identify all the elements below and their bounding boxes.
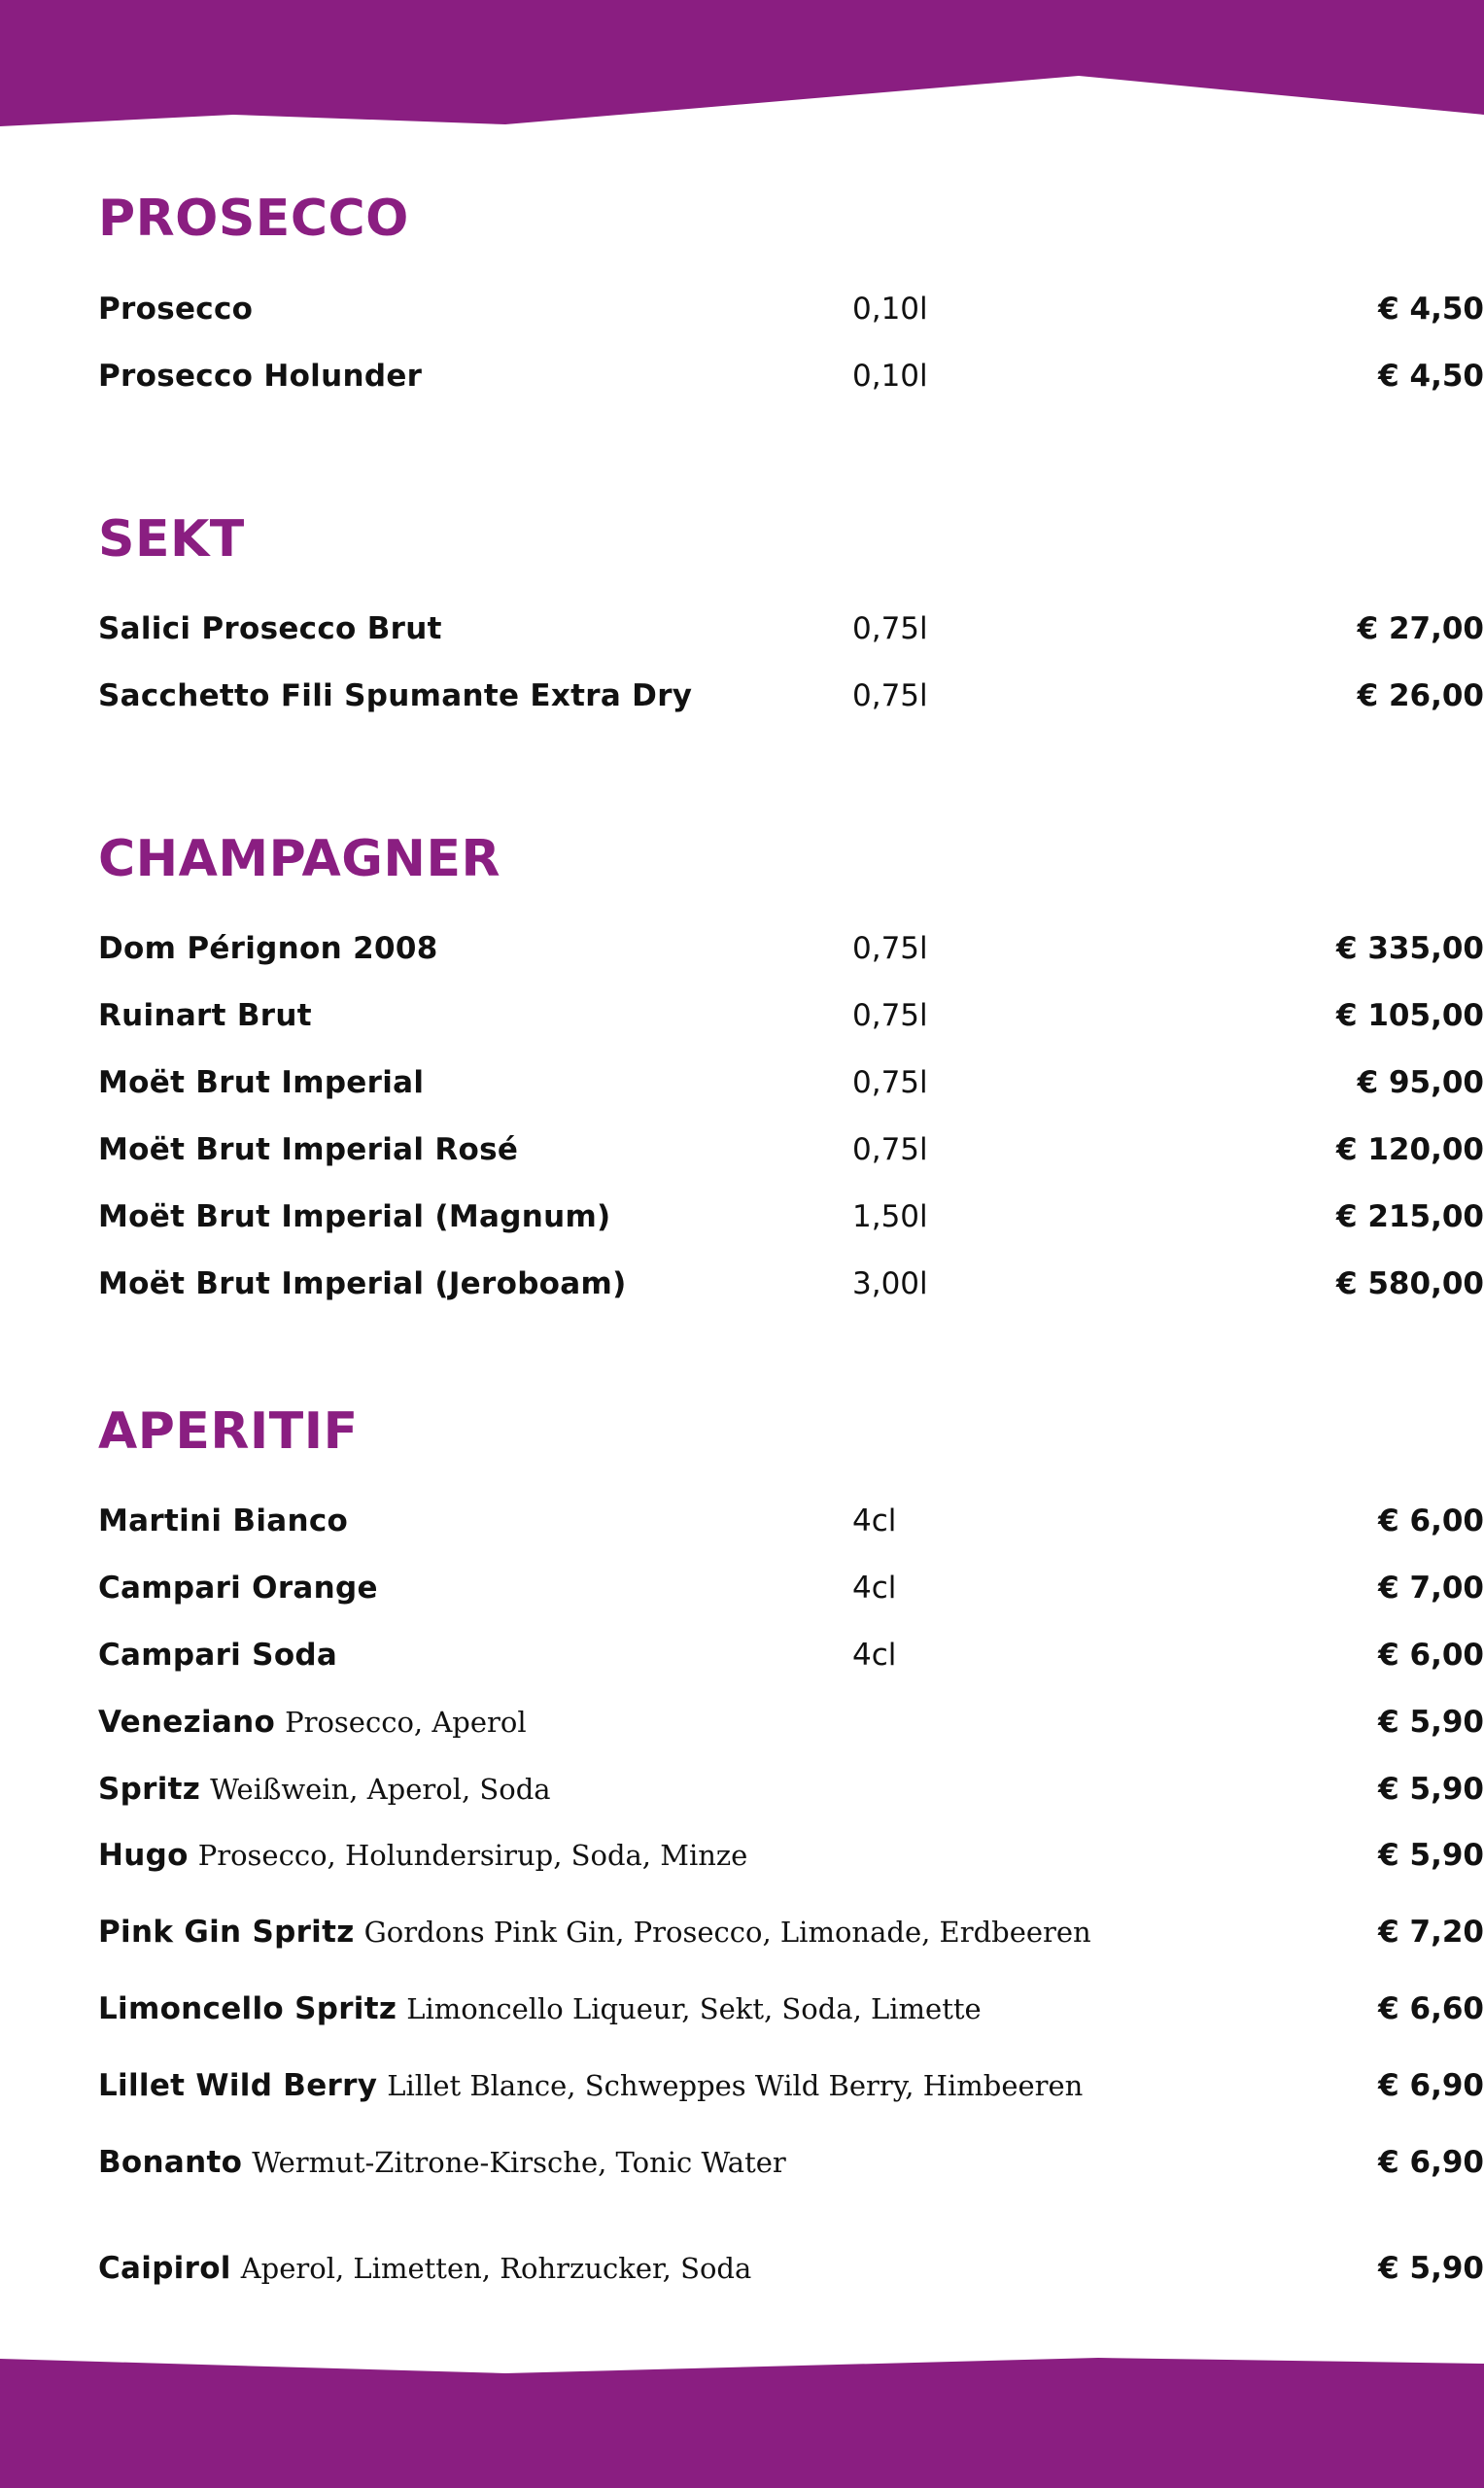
item-price: € 6,90	[1378, 2068, 1484, 2103]
item-description: Limoncello Liqueur, Sekt, Soda, Limette	[406, 1992, 982, 2025]
item-volume: 0,75l	[852, 678, 928, 713]
item-volume: 4cl	[852, 1503, 897, 1538]
menu-item	[98, 1260, 1484, 1308]
item-description: Prosecco, Holundersirup, Soda, Minze	[197, 1839, 748, 1872]
menu-item	[98, 1765, 1484, 1814]
menu-item	[98, 1698, 1484, 1746]
item-price: € 27,00	[1357, 611, 1484, 646]
menu-item	[98, 1058, 1484, 1107]
menu-item	[98, 2061, 1484, 2110]
item-price: € 5,90	[1378, 1838, 1484, 1873]
item-volume: 4cl	[852, 1638, 897, 1673]
item-price: € 6,00	[1378, 1503, 1484, 1538]
item-volume: 0,75l	[852, 931, 928, 966]
item-volume: 3,00l	[852, 1266, 928, 1301]
item-price: € 6,90	[1378, 2145, 1484, 2180]
item-description: Lillet Blance, Schweppes Wild Berry, Himbeeren	[387, 2069, 1084, 2102]
menu-item	[98, 1564, 1484, 1612]
item-volume: 0,10l	[852, 292, 928, 327]
item-price: € 26,00	[1357, 678, 1484, 713]
item-price: € 6,60	[1378, 1991, 1484, 2026]
section-title-sekt: SEKT	[98, 510, 245, 569]
item-name	[98, 2138, 786, 2187]
menu-item	[98, 2244, 1484, 2293]
item-volume: 0,75l	[852, 1132, 928, 1167]
item-price: € 6,00	[1378, 1638, 1484, 1673]
menu-item	[98, 672, 1484, 720]
item-volume: 0,75l	[852, 1065, 928, 1100]
item-name-text: Caipirol	[98, 2251, 231, 2286]
item-name: Martini Bianco	[98, 1503, 349, 1538]
item-name-text: Veneziano	[98, 1705, 276, 1740]
item-volume: 0,75l	[852, 998, 928, 1033]
item-name: Moët Brut Imperial (Jeroboam)	[98, 1266, 627, 1301]
item-name	[98, 2244, 751, 2293]
menu-item	[98, 1908, 1484, 1956]
item-price: € 580,00	[1336, 1266, 1484, 1301]
item-name	[98, 1698, 527, 1746]
item-name: Campari Orange	[98, 1571, 378, 1606]
item-name: Moët Brut Imperial (Magnum)	[98, 1199, 611, 1234]
item-price: € 5,90	[1378, 2251, 1484, 2286]
item-description: Prosecco, Aperol	[285, 1706, 527, 1739]
item-name	[98, 2061, 1083, 2110]
top-decorative-band	[0, 0, 1484, 131]
item-volume: 4cl	[852, 1571, 897, 1606]
bottom-decorative-band	[0, 2352, 1484, 2488]
item-price: € 7,00	[1378, 1571, 1484, 1606]
item-price: € 105,00	[1336, 998, 1484, 1033]
item-name-text: Pink Gin Spritz	[98, 1915, 355, 1950]
item-price: € 5,90	[1378, 1705, 1484, 1740]
item-name: Dom Pérignon 2008	[98, 931, 438, 966]
menu-item	[98, 285, 1484, 333]
section-title-prosecco: PROSECCO	[98, 190, 409, 248]
item-name	[98, 1985, 982, 2033]
item-name: Salici Prosecco Brut	[98, 611, 442, 646]
menu-item	[98, 1125, 1484, 1174]
item-price: € 95,00	[1357, 1065, 1484, 1100]
section-title-aperitif: APERITIF	[98, 1402, 359, 1461]
item-name-text: Bonanto	[98, 2145, 243, 2180]
item-price: € 120,00	[1336, 1132, 1484, 1167]
menu-item	[98, 2138, 1484, 2187]
menu-item	[98, 1631, 1484, 1679]
item-name-text: Limoncello Spritz	[98, 1991, 397, 2026]
item-volume: 1,50l	[852, 1199, 928, 1234]
item-description: Aperol, Limetten, Rohrzucker, Soda	[240, 2252, 752, 2285]
menu-item	[98, 924, 1484, 973]
item-price: € 215,00	[1336, 1199, 1484, 1234]
item-description: Wermut-Zitrone-Kirsche, Tonic Water	[252, 2146, 786, 2179]
item-description: Weißwein, Aperol, Soda	[210, 1773, 551, 1806]
item-name-text: Lillet Wild Berry	[98, 2068, 378, 2103]
menu-item	[98, 1497, 1484, 1545]
menu-item	[98, 605, 1484, 653]
item-name	[98, 1765, 551, 1814]
item-description: Gordons Pink Gin, Prosecco, Limonade, Erdbeeren	[363, 1916, 1091, 1949]
item-volume: 0,10l	[852, 359, 928, 394]
item-name-text: Hugo	[98, 1838, 189, 1873]
item-price: € 4,50	[1378, 359, 1484, 394]
item-price: € 5,90	[1378, 1772, 1484, 1807]
item-price: € 335,00	[1336, 931, 1484, 966]
item-name-text: Spritz	[98, 1772, 201, 1807]
item-volume: 0,75l	[852, 611, 928, 646]
item-price: € 7,20	[1378, 1915, 1484, 1950]
item-name: Prosecco	[98, 292, 254, 327]
menu-item	[98, 352, 1484, 400]
item-name	[98, 1831, 747, 1880]
item-name: Prosecco Holunder	[98, 359, 423, 394]
menu-item	[98, 1192, 1484, 1241]
menu-item	[98, 1831, 1484, 1880]
section-title-champagner: CHAMPAGNER	[98, 830, 501, 888]
item-name: Sacchetto Fili Spumante Extra Dry	[98, 678, 693, 713]
item-name	[98, 1908, 1091, 1956]
item-price: € 4,50	[1378, 292, 1484, 327]
item-name: Moët Brut Imperial	[98, 1065, 425, 1100]
item-name: Ruinart Brut	[98, 998, 312, 1033]
item-name: Moët Brut Imperial Rosé	[98, 1132, 519, 1167]
menu-item	[98, 1985, 1484, 2033]
menu-item	[98, 991, 1484, 1040]
item-name: Campari Soda	[98, 1638, 338, 1673]
